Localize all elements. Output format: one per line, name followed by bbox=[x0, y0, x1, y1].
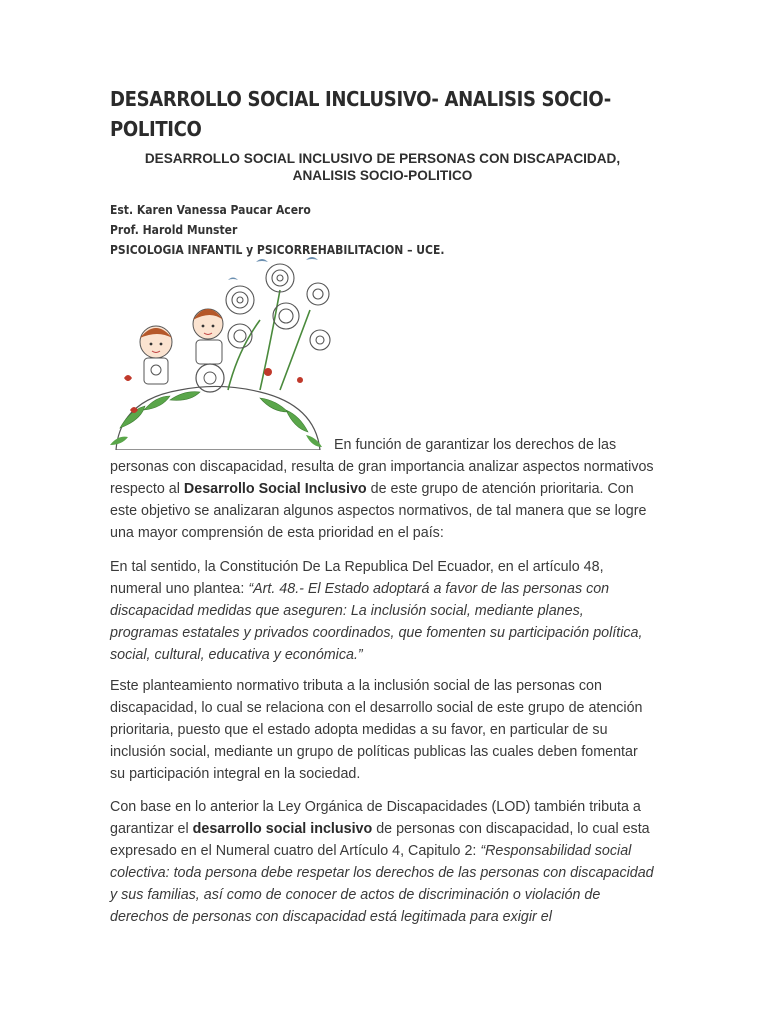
paragraph-1-first-line: En función de garantizar los derechos de las bbox=[334, 437, 617, 453]
document-title: DESARROLLO SOCIAL INCLUSIVO- ANALISIS SOCIO-POLITICO bbox=[110, 87, 611, 141]
subtitle-line-1: DESARROLLO SOCIAL INCLUSIVO DE PERSONAS CON DISCAPACIDAD, bbox=[144, 151, 621, 166]
paragraph-2-text: En tal sentido, la Constitución De La Republica Del Ecuador, en el artículo 48, numeral uno plantea: bbox=[110, 559, 604, 597]
author-name: Est. Karen Vanessa Paucar Acero bbox=[110, 203, 311, 217]
paragraph-4-text-a: Con base en lo anterior la Ley Orgánica de Discapacidades (LOD) también tributa a garantizar el bbox=[110, 799, 641, 837]
document-subtitle bbox=[110, 150, 655, 184]
paragraph-1-text-a: personas con discapacidad, resulta de gran importancia analizar aspectos normativos respecto al bbox=[110, 459, 654, 497]
paragraph-2 bbox=[110, 556, 655, 666]
paragraph-3: Este planteamiento normativo tributa a la inclusión social de las personas con discapacidad, lo cual se relaciona con el desarrollo social de este grupo de atención prioritaria, puesto que el estado adopta medidas a su favor, en particular de su inclusión social, mediante un grupo de políticas publicas las cuales deben fomentar su participación integral en la sociedad. bbox=[110, 678, 643, 782]
paragraph-1-text-b: de este grupo de atención prioritaria. Con este objetivo se analizaran algunos aspectos normativos, de tal manera que se logre una mayor comprensión de esta prioridad en el país: bbox=[110, 481, 647, 541]
subtitle-line-2: ANALISIS SOCIO-POLITICO bbox=[292, 168, 473, 183]
professor-name: Prof. Harold Munster bbox=[110, 223, 238, 237]
paragraph-4 bbox=[110, 796, 655, 928]
paragraph-4-emphasis: desarrollo social inclusivo bbox=[192, 821, 373, 837]
children-tree-illustration-icon bbox=[110, 250, 334, 450]
department-name: PSICOLOGIA INFANTIL y PSICORREHABILITACION – UCE. bbox=[110, 243, 445, 257]
paragraph-1-emphasis: Desarrollo Social Inclusivo bbox=[183, 481, 367, 497]
paragraph-1 bbox=[110, 434, 655, 544]
paragraph-4-quote: “Responsabilidad social colectiva: toda persona debe respetar los derechos de las personas con discapacidad y sus familias, así como de conocer de actos de discriminación o violación de derechos de personas con discapacidad está legitimada para exigir el bbox=[110, 843, 654, 925]
paragraph-2-quote: “Art. 48.- El Estado adoptará a favor de las personas con discapacidad medidas que aseguren: La inclusión social, mediante planes, programas estatales y privados coordinados, que fomenten su participación política, social, cultural, educativa y económica.” bbox=[110, 581, 643, 663]
document-header bbox=[110, 84, 655, 260]
paragraph-4-text-b: de personas con discapacidad, lo cual esta expresado en el Numeral cuatro del Artículo 4, Capitulo 2: bbox=[110, 821, 650, 859]
